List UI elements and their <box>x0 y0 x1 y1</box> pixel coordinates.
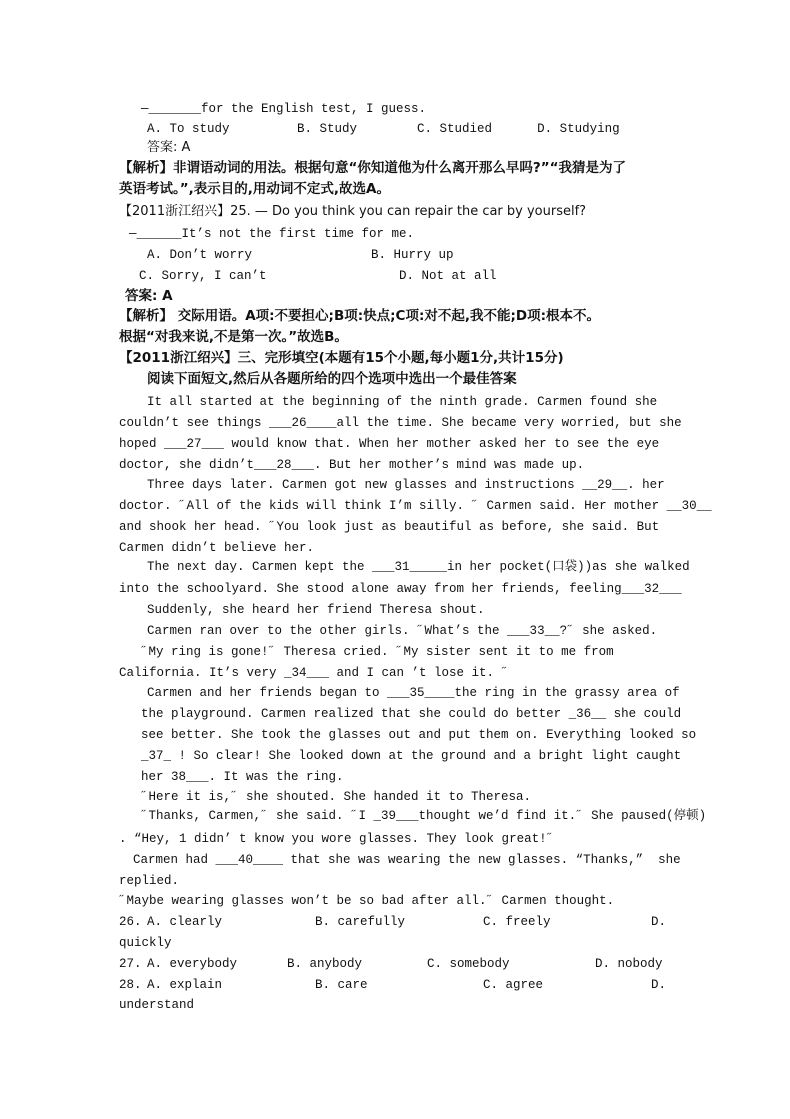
question-number: 27. <box>119 957 142 971</box>
section-instruction: 阅读下面短文,然后从各题所给的四个选项中选出一个最佳答案 <box>147 371 517 387</box>
question-option-b: B. carefully <box>315 915 406 929</box>
passage-line: Carmen didn’t believe her. <box>119 541 315 555</box>
q25-option-b: B. Hurry up <box>371 248 454 262</box>
passage-line: Carmen ran over to the other girls. ˝What’s the ___33__?˝ she asked. <box>147 624 658 638</box>
q25-option-a: A. Don’t worry <box>147 248 253 262</box>
section-title: 【2011浙江绍兴】三、完形填空(本题有15个小题,每小题1分,共计15分) <box>119 350 564 366</box>
q25-analysis-line-1: 【解析】 交际用语。A项:不要担心;B项:快点;C项:对不起,我不能;D项:根本不。 <box>119 308 600 324</box>
passage-line: doctor, she didn’t___28___. But her mother’s mind was made up. <box>119 458 585 472</box>
passage-line: Carmen had ___40____ that she was wearing the new glasses. “Thanks,” she <box>133 853 681 867</box>
question-option-c: C. freely <box>483 915 551 929</box>
passage-line: and shook her head. ˝You look just as beautiful as before, she said. But <box>119 520 660 534</box>
question-option-a: A. everybody <box>147 957 238 971</box>
question-option-c: C. somebody <box>427 957 510 971</box>
passage-line: . “Hey, 1 didn’ t know you wore glasses. They look great!˝ <box>119 832 555 846</box>
question-option-d: D. nobody <box>595 957 663 971</box>
q25-option-d: D. Not at all <box>399 269 497 283</box>
passage-line: The next day. Carmen kept the ___31_____in her pocket(口袋))as she walked <box>147 560 690 574</box>
passage-line: ˝Thanks, Carmen,˝ she said. ˝I _39___thought we’d find it.˝ She paused(停顿) <box>141 809 707 823</box>
passage-line: ˝Maybe wearing glasses won’t be so bad after all.˝ Carmen thought. <box>119 894 615 908</box>
question-option-a: A. explain <box>147 978 223 992</box>
passage-line: couldn’t see things ___26____all the time. She became very worried, but she <box>119 416 682 430</box>
passage-line: into the schoolyard. She stood alone away from her friends, feeling___32___ <box>119 582 682 596</box>
passage-line: ˝Here it is,˝ she shouted. She handed it to Theresa. <box>141 790 532 804</box>
passage-line: ˝My ring is gone!˝ Theresa cried. ˝My sister sent it to me from <box>141 645 614 659</box>
question-option-b: B. anybody <box>287 957 363 971</box>
q24-analysis-line-2: 英语考试。”,表示目的,用动词不定式,故选A。 <box>119 181 390 197</box>
question-option-c: C. agree <box>483 978 544 992</box>
passage-line: Carmen and her friends began to ___35____the ring in the grassy area of <box>147 686 680 700</box>
passage-line: Suddenly, she heard her friend Theresa shout. <box>147 603 485 617</box>
question-option-d-word: understand <box>119 998 195 1012</box>
question-number: 28. <box>119 978 142 992</box>
passage-line: replied. <box>119 874 180 888</box>
q25-stem-line-2: —______It’s not the first time for me. <box>129 227 415 241</box>
q24-options: A. To study B. Study C. Studied D. Studying <box>147 122 620 136</box>
q25-analysis-line-2: 根据“对我来说,不是第一次。”故选B。 <box>119 329 348 345</box>
question-option-d: D. <box>651 978 667 992</box>
q25-answer: 答案: A <box>125 288 173 304</box>
question-option-a: A. clearly <box>147 915 223 929</box>
passage-line: California. It’s very _34___ and I can ’t lose it. ˝ <box>119 666 510 680</box>
q24-answer: 答案: A <box>147 140 191 155</box>
q25-stem-line-1: 【2011浙江绍兴】25. — Do you think you can repair the car by yourself? <box>119 204 587 219</box>
q24-stem: —_______for the English test, I guess. <box>141 102 427 116</box>
question-option-b: B. care <box>315 978 368 992</box>
question-number: 26. <box>119 915 142 929</box>
question-option-d-word: quickly <box>119 936 172 950</box>
passage-line: see better. She took the glasses out and put them on. Everything looked so <box>141 728 697 742</box>
passage-line: _37_ ! So clear! She looked down at the ground and a bright light caught <box>141 749 682 763</box>
question-option-d: D. <box>651 915 667 929</box>
passage-line: her 38___. It was the ring. <box>141 770 344 784</box>
passage-line: the playground. Carmen realized that she could do better _36__ she could <box>141 707 682 721</box>
passage-line: hoped ___27___ would know that. When her mother asked her to see the eye <box>119 437 660 451</box>
q24-analysis-line-1: 【解析】非谓语动词的用法。根据句意“你知道他为什么离开那么早吗?”“我猜是为了 <box>119 160 626 176</box>
passage-line: doctor. ˝All of the kids will think I’m silly. ˝ Carmen said. Her mother __30__ <box>119 499 712 513</box>
passage-line: It all started at the beginning of the ninth grade. Carmen found she <box>147 395 658 409</box>
passage-line: Three days later. Carmen got new glasses and instructions __29__. her <box>147 478 665 492</box>
q25-option-c: C. Sorry, I can’t <box>139 269 267 283</box>
